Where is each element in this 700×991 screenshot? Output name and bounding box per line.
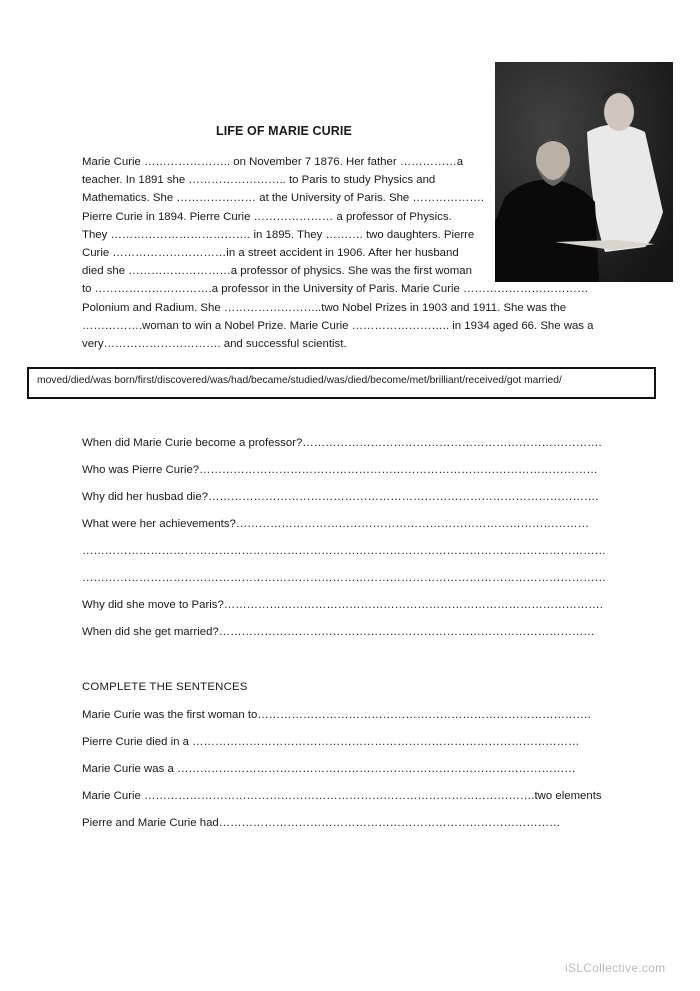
sentence-line: Marie Curie was the first woman to……………………………………………………………………………. bbox=[82, 709, 591, 721]
paragraph-line: Polonium and Radium. She ……………………..two Nobel Prizes in 1903 and 1911. She was the bbox=[82, 301, 567, 314]
paragraph-line: very…………………………. and successful scientist. bbox=[82, 338, 347, 351]
sentence-line: Pierre and Marie Curie had……………………………………………………………………………… bbox=[82, 817, 561, 829]
paragraph-line: They ………………………………. in 1895. They ………. two daughters. Pierre bbox=[82, 228, 475, 241]
paragraph-line: Curie …………………………in a street accident in 1906. After her husband bbox=[82, 247, 459, 260]
reading-paragraph bbox=[82, 153, 622, 353]
question-line: Who was Pierre Curie?…………………………………………………………………………………………… bbox=[82, 464, 598, 476]
paragraph-line: teacher. In 1891 she …………………….. to Paris to study Physics and bbox=[82, 174, 436, 187]
question-line: Why did she move to Paris?………………………………………………………………………………………. bbox=[82, 599, 603, 611]
paragraph-line: Pierre Curie in 1894. Pierre Curie ………………… a professor of Physics. bbox=[82, 210, 452, 223]
paragraph-line: to ………………………….a professor in the University of Paris. Marie Curie …………………………… bbox=[82, 283, 589, 296]
sentence-line: Pierre Curie died in a ………………………………………………………………………………………… bbox=[82, 736, 580, 748]
answer-line: ………………………………………………………………………………………………………………………… bbox=[82, 545, 606, 557]
sentence-line: Marie Curie was a …………………………………………………………………………………………… bbox=[82, 763, 576, 775]
paragraph-line: Marie Curie ………………….. on November 7 1876. Her father ……………a bbox=[82, 156, 464, 168]
question-line: When did she get married?……………………………………………………………………………………… bbox=[82, 626, 595, 638]
watermark: iSLCollective.com bbox=[565, 961, 666, 975]
paragraph-line: died she ………………………a professor of physics. She was the first woman bbox=[82, 265, 472, 278]
question-line: What were her achievements?………………………………………………………………………………… bbox=[82, 518, 589, 530]
answer-line: ………………………………………………………………………………………………………………………… bbox=[82, 572, 606, 584]
paragraph-line: …………….woman to win a Nobel Prize. Marie Curie …………………….. in 1934 aged 66. She was a bbox=[82, 319, 594, 332]
question-line: When did Marie Curie become a professor?……………………………………………………………………. bbox=[82, 437, 602, 449]
paragraph-line: Mathematics. She ………………… at the University of Paris. She ………………. bbox=[82, 192, 484, 205]
word-bank-box: moved/died/was born/first/discovered/was/had/became/studied/was/died/become/met/brilliant/received/got married/ bbox=[27, 367, 656, 399]
sentence-line: Marie Curie ………………………………………………………………………………………….two elements bbox=[82, 790, 602, 802]
complete-sentences-heading: COMPLETE THE SENTENCES bbox=[82, 681, 248, 693]
question-line: Why did her husbad die?…………………………………………………………………………………………. bbox=[82, 491, 599, 503]
worksheet-title: LIFE OF MARIE CURIE bbox=[216, 124, 352, 138]
